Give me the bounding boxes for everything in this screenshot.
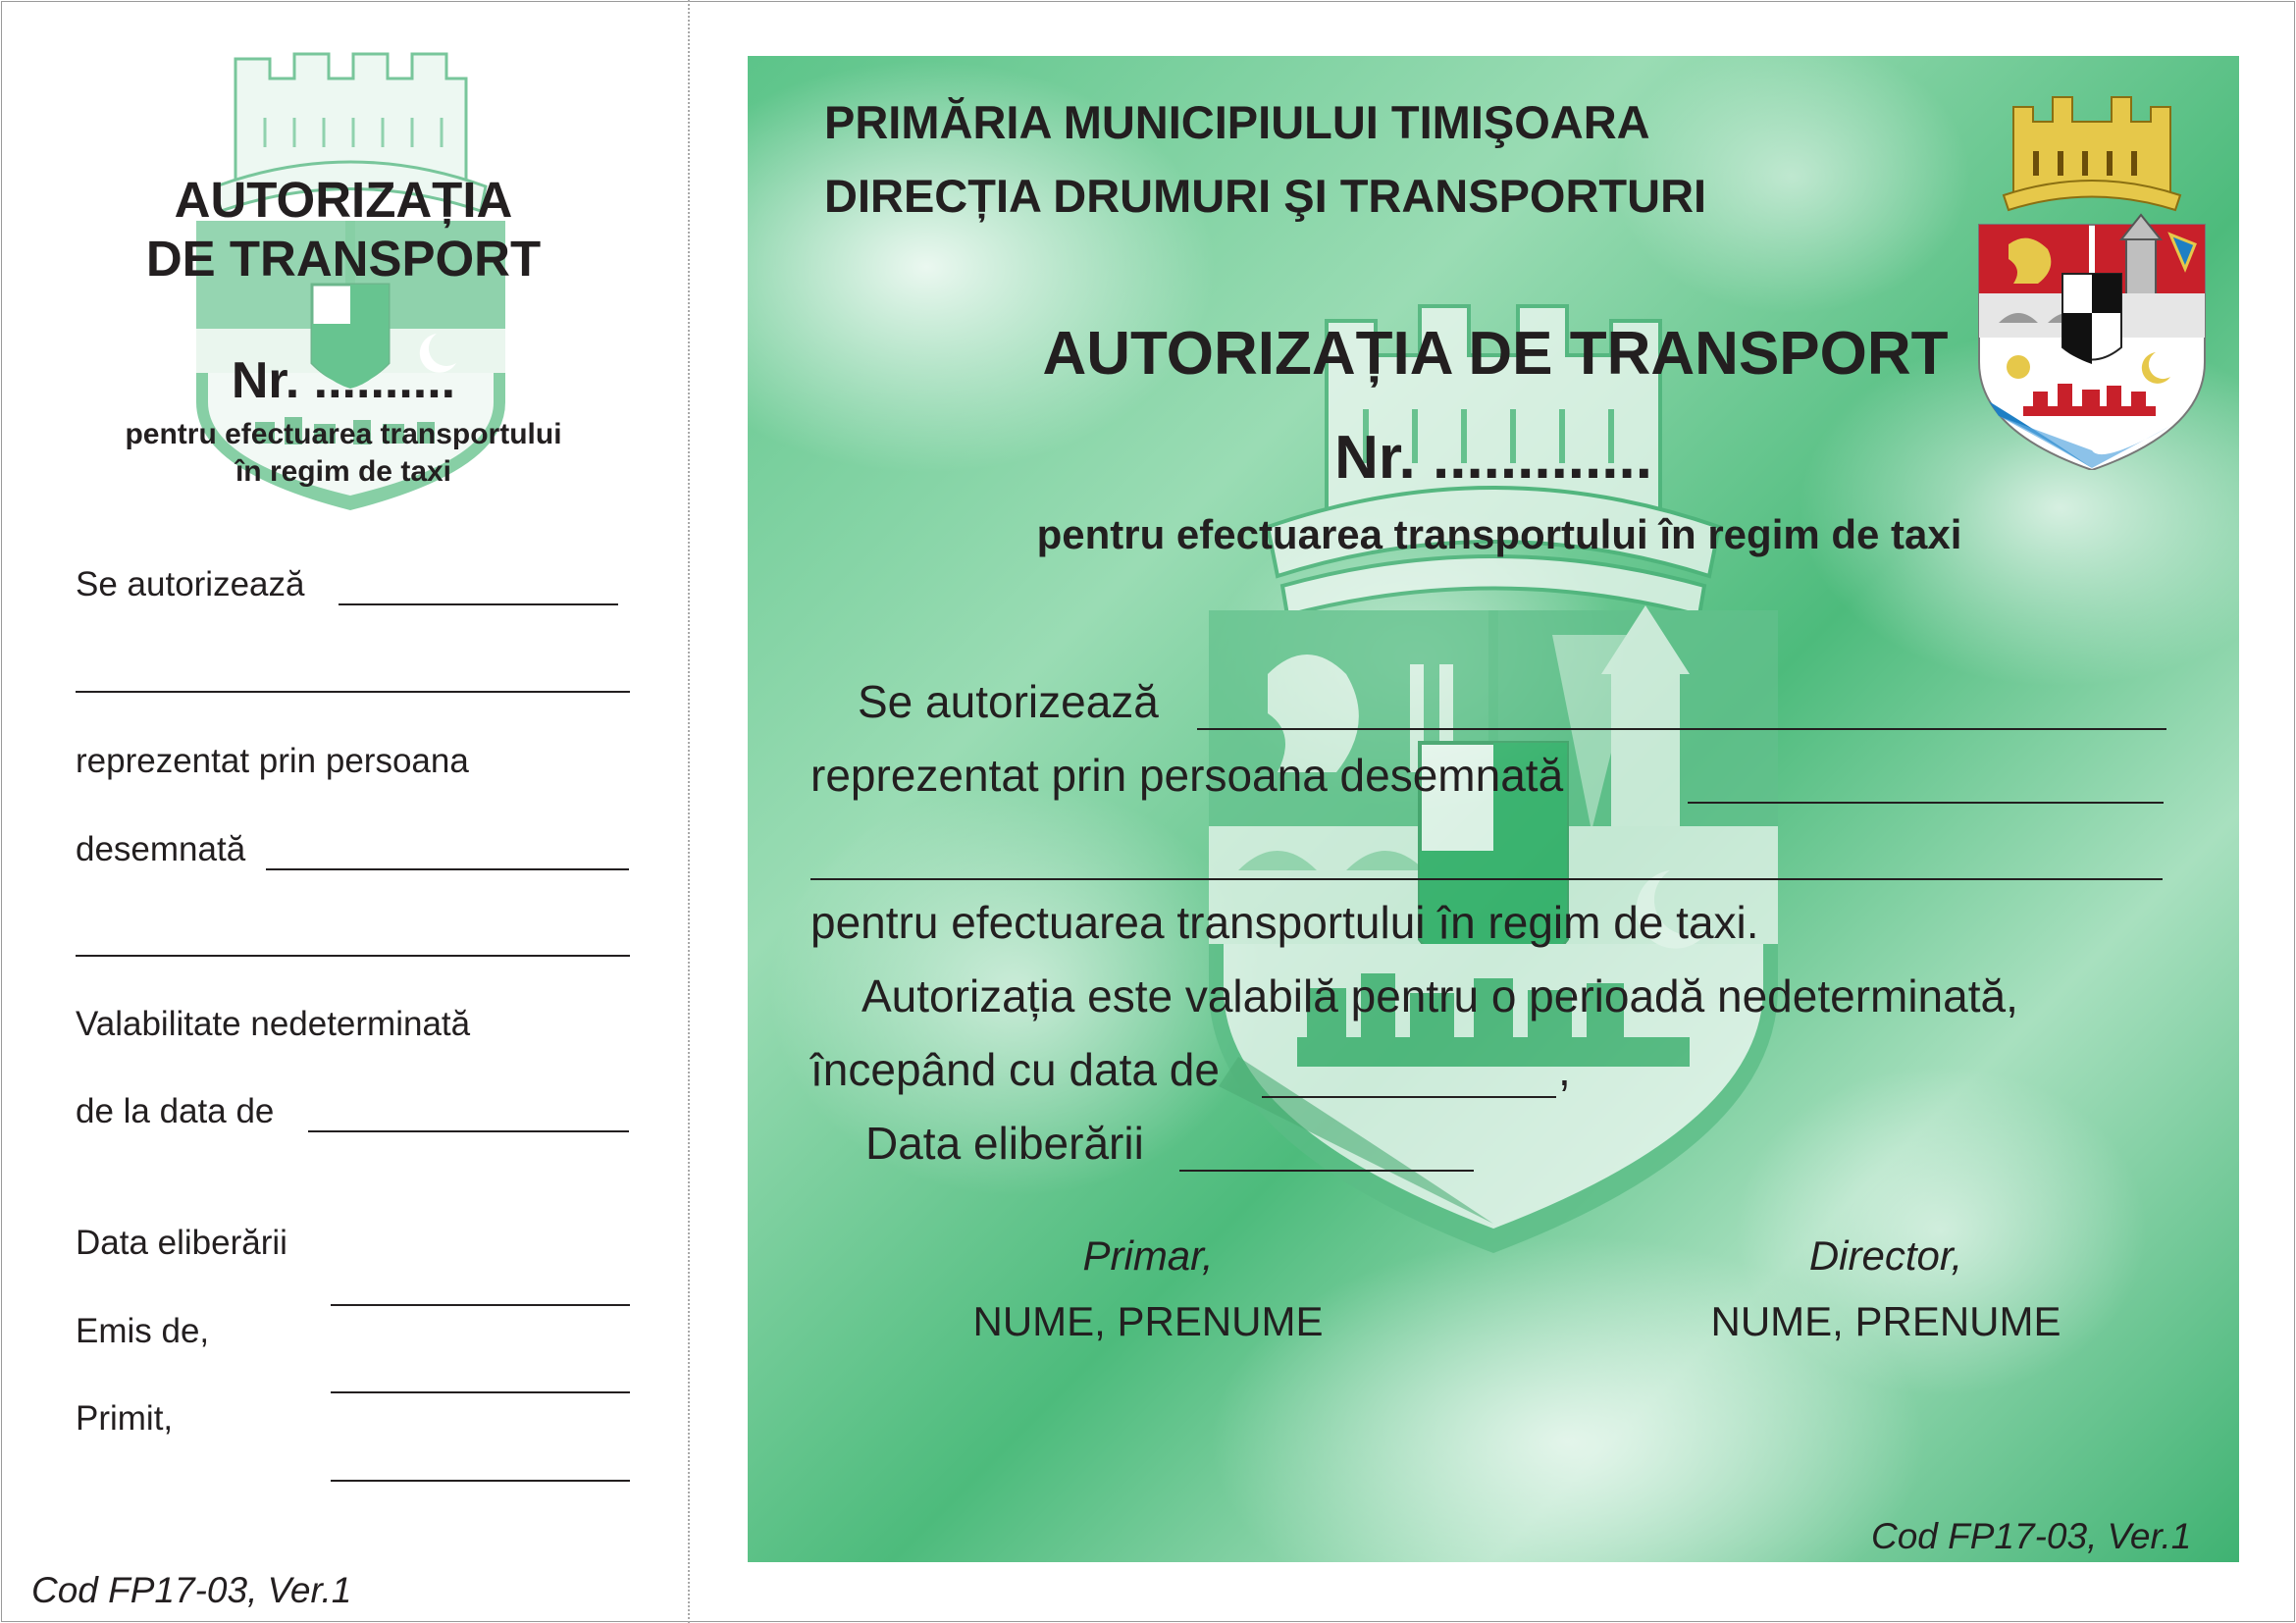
card-represented-field[interactable] xyxy=(1688,802,2164,804)
stub-received-label: Primit, xyxy=(76,1399,174,1438)
stub-authorized-field[interactable] xyxy=(339,603,618,605)
stub-number: Nr. .......... xyxy=(231,352,456,409)
card-issue-date-field[interactable] xyxy=(1179,1170,1474,1172)
stub-validity-label: Valabilitate nedeterminată xyxy=(76,1005,471,1043)
card-subtitle: pentru efectuarea transportului în regim de taxi xyxy=(1036,511,1962,557)
card-coat-of-arms-icon xyxy=(1974,78,2210,470)
stub-designated-field[interactable] xyxy=(266,868,629,870)
stub-issue-date-label: Data eliberării xyxy=(76,1224,287,1262)
card-title: AUTORIZAȚIA DE TRANSPORT xyxy=(1042,320,1949,388)
stub-received-field[interactable] xyxy=(331,1480,630,1482)
stub-title-line-1: AUTORIZAȚIA xyxy=(174,172,513,228)
stub-designated-field-2[interactable] xyxy=(76,955,630,957)
card-form-code: Cod FP17-03, Ver.1 xyxy=(1871,1516,2192,1556)
stub-issue-date-field[interactable] xyxy=(331,1304,630,1306)
stub-title-line-2: DE TRANSPORT xyxy=(145,231,542,287)
card-from-date-label: începând cu data de xyxy=(810,1044,1220,1095)
stub-form-code: Cod FP17-03, Ver.1 xyxy=(31,1570,352,1610)
card-from-date-comma: , xyxy=(1558,1044,1571,1095)
card-authorized-label: Se autorizează xyxy=(858,676,1159,727)
stub-from-date-field[interactable] xyxy=(308,1130,629,1132)
issuer-line-2: DIRECȚIA DRUMURI ŞI TRANSPORTURI xyxy=(824,170,1707,222)
stub-authorized-field-2[interactable] xyxy=(76,691,630,693)
stub-designated-label: desemnată xyxy=(76,830,246,868)
stub-issued-by-label: Emis de, xyxy=(76,1312,210,1350)
card-from-date-field[interactable] xyxy=(1262,1096,1556,1098)
mayor-role: Primar, xyxy=(1082,1232,1214,1279)
card-represented-label: reprezentat prin persoana desemnată xyxy=(810,750,1564,801)
perforation-line xyxy=(688,0,690,1623)
director-name: NUME, PRENUME xyxy=(1710,1298,2061,1344)
stub-from-date-label: de la data de xyxy=(76,1092,275,1130)
stub-title xyxy=(98,171,589,288)
card-number: Nr. ............. xyxy=(1334,424,1652,492)
card-purpose-text: pentru efectuarea transportului în regim de taxi. xyxy=(810,897,1759,948)
stub-represented-label: reprezentat prin persoana xyxy=(76,742,469,780)
stub-issued-by-field[interactable] xyxy=(331,1391,630,1393)
stub-subtitle-line-1: pentru efectuarea transportului xyxy=(125,418,562,450)
issuer-line-1: PRIMĂRIA MUNICIPIULUI TIMIŞOARA xyxy=(824,96,1650,148)
stub-subtitle xyxy=(98,416,589,491)
mayor-name: NUME, PRENUME xyxy=(972,1298,1324,1344)
card-authorized-field[interactable] xyxy=(1197,728,2166,730)
stub-subtitle-line-2: în regim de taxi xyxy=(235,455,452,488)
card-validity-text: Autorizația este valabilă pentru o perioadă nedeterminată, xyxy=(861,970,2018,1021)
card-issue-date-label: Data eliberării xyxy=(865,1118,1144,1169)
authorization-card xyxy=(748,56,2239,1562)
card-represented-field-2[interactable] xyxy=(810,878,2163,880)
stub-authorized-label: Se autorizează xyxy=(76,565,305,603)
director-role: Director, xyxy=(1808,1232,1963,1279)
